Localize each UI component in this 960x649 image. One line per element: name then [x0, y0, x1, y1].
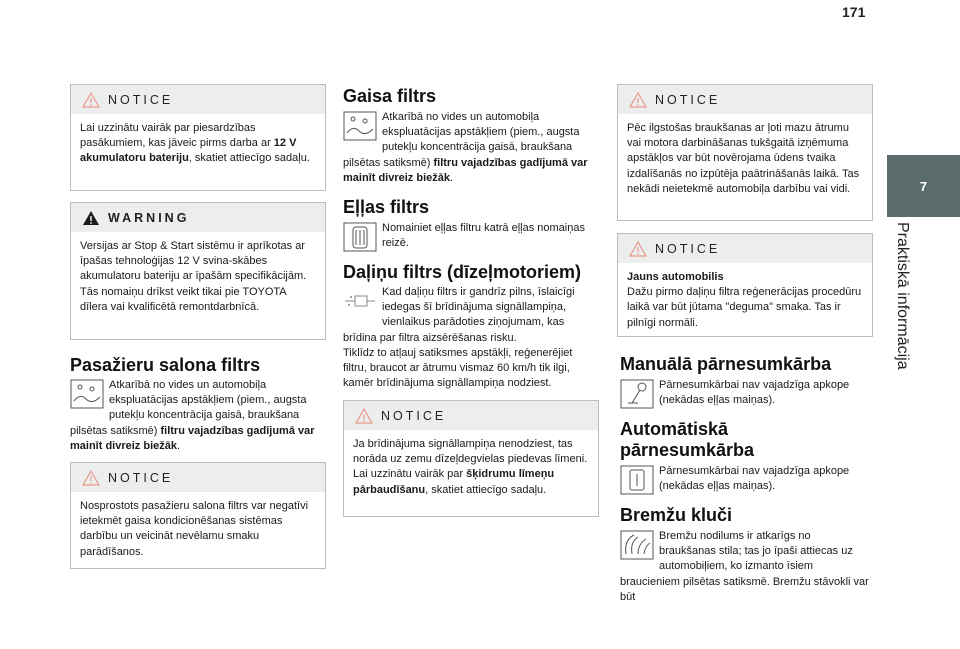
notice-text: Lai uzzinātu vairāk par piesardzības pasākumiem, kas jāveic pirms darba ar 12 V akumulatoru bateriju, skatiet attiecīgo sadaļu.: [80, 122, 310, 165]
notice-box: [617, 84, 873, 221]
section-text: Pārnesumkārbai nav vajadzīga apkope (nekādas eļļas maiņas).: [620, 378, 870, 410]
section-title: Automātiskā pārnesumkārba: [620, 419, 755, 460]
notice-label: NOTICE: [108, 470, 174, 485]
particle-filter-icon: [343, 286, 377, 316]
notice-text: Pēc ilgstošas braukšanas ar ļoti mazu ātrumu vai motora darbināšanas tukšgaitā izņēmuma apstākļos var būt novērojama ūdens tvaika izdalīšanās no izpūtēja paātrināšanās laikā. Tas nekādi neietekmē automobiļa darbību vai vidi.: [627, 122, 860, 195]
warning-header: [71, 203, 325, 232]
notice-header: [618, 85, 872, 114]
warning-triangle-icon: [82, 92, 100, 108]
section-title: Bremžu kluči: [620, 505, 733, 525]
chapter-tab: 7: [887, 155, 960, 217]
section-title: Gaisa filtrs: [343, 86, 437, 106]
section-text: Kad daļiņu filtrs ir gandrīz pilns, īslaicīgi iedegas šī brīdinājuma signāllampiņa, vienlaikus parādoties ziņojumam, kas brīdina par filtra aizsērēšanas risku. Tiklīdz to atļauj satiksmes apstākļi, reģenerējiet filtru, braucot ar ātrumu vismaz 60 km/h tik ilgi, kamēr brīdinājuma signāllampiņa nodziest.: [343, 286, 575, 390]
warning-text: Versijas ar Stop & Start sistēmu ir aprīkotas ar īpašas tehnoloģijas 12 V svina-skābes akumulatoru bateriju ar īpašām specifikācijām. Tās nomaiņu drīkst veikt tikai pie TOYOTA dīlera vai kvalificētā remontdarbnīcā.: [80, 240, 307, 313]
notice-header: [618, 234, 872, 263]
brake-pads-icon: [620, 530, 654, 560]
section-text: Bremžu nodilums ir atkarīgs no braukšanas stila; tas jo īpaši attiecas uz automobiļiem, ko izmanto īsiem braucieniem pilsētas satiksmē. Bremžu stāvokli var būt: [620, 530, 869, 603]
section-text: Pārnesumkārbai nav vajadzīga apkope (nekādas eļļas maiņas).: [620, 464, 870, 496]
dusty-environment-icon: [343, 111, 377, 141]
notice-box: [343, 400, 599, 517]
notice-label: NOTICE: [108, 92, 174, 107]
section-title: Eļļas filtrs: [343, 197, 430, 217]
section-text: Nomainiet eļļas filtru katrā eļļas nomaiņas reizē.: [343, 221, 599, 253]
page-number: 171: [842, 4, 866, 20]
warning-triangle-icon: [82, 470, 100, 486]
notice-box: [617, 233, 873, 337]
chapter-title: Praktiskā informācija: [894, 222, 911, 370]
oil-filter-icon: [343, 222, 377, 252]
notice-label: NOTICE: [655, 92, 721, 107]
automatic-gearbox-icon: [620, 465, 654, 495]
warning-box: [70, 202, 326, 340]
notice-header: [71, 463, 325, 492]
section-title: Daļiņu filtrs (dīzeļmotoriem): [343, 262, 582, 282]
notice-box: [70, 462, 326, 569]
section-text: Atkarībā no vides un automobiļa ekspluatācijas apstākļiem (piem., augsta putekļu koncentrācija gaisā, braukšana pilsētas satiksmē) filtru vajadzības gadījumā var mainīt divreiz biežāk.: [343, 111, 588, 184]
section-text: Atkarībā no vides un automobiļa ekspluatācijas apstākļiem (piem., augsta putekļu koncentrācija gaisā, braukšana pilsētas satiksmē) filtru vajadzības gadījumā var mainīt divreiz biežāk.: [70, 379, 315, 452]
notice-text: Ja brīdinājuma signāllampiņa nenodziest, tas norāda uz zemu dīzeļdegvielas piedevas līmeni. Lai uzzinātu vairāk par šķidrumu līmeņu pārbaudīšanu, skatiet attiecīgo sadaļu.: [353, 438, 588, 496]
warning-triangle-icon: [355, 408, 373, 424]
section-title: Pasažieru salona filtrs: [70, 355, 261, 375]
warning-label: WARNING: [108, 210, 190, 225]
notice-label: NOTICE: [381, 408, 447, 423]
gear-lever-icon: [620, 379, 654, 409]
warning-triangle-icon: [629, 92, 647, 108]
notice-header: [71, 85, 325, 114]
notice-text: Jauns automobilis Dažu pirmo daļiņu filtra reģenerācijas procedūru laikā var būt jūtama "deguma" smaka. Tas ir pilnīgi normāli.: [627, 271, 862, 329]
notice-text: Nosprostots pasažieru salona filtrs var negatīvi ietekmēt gaisa kondicionēšanas sistēmas darbību un veicināt nevēlamu smaku parādīšanos.: [80, 500, 309, 558]
section-title: Manuālā pārnesumkārba: [620, 354, 832, 374]
warning-triangle-icon: [629, 241, 647, 257]
warning-triangle-icon: [82, 210, 100, 226]
dusty-environment-icon: [70, 379, 104, 409]
notice-box: [70, 84, 326, 191]
notice-header: [344, 401, 598, 430]
notice-label: NOTICE: [655, 241, 721, 256]
